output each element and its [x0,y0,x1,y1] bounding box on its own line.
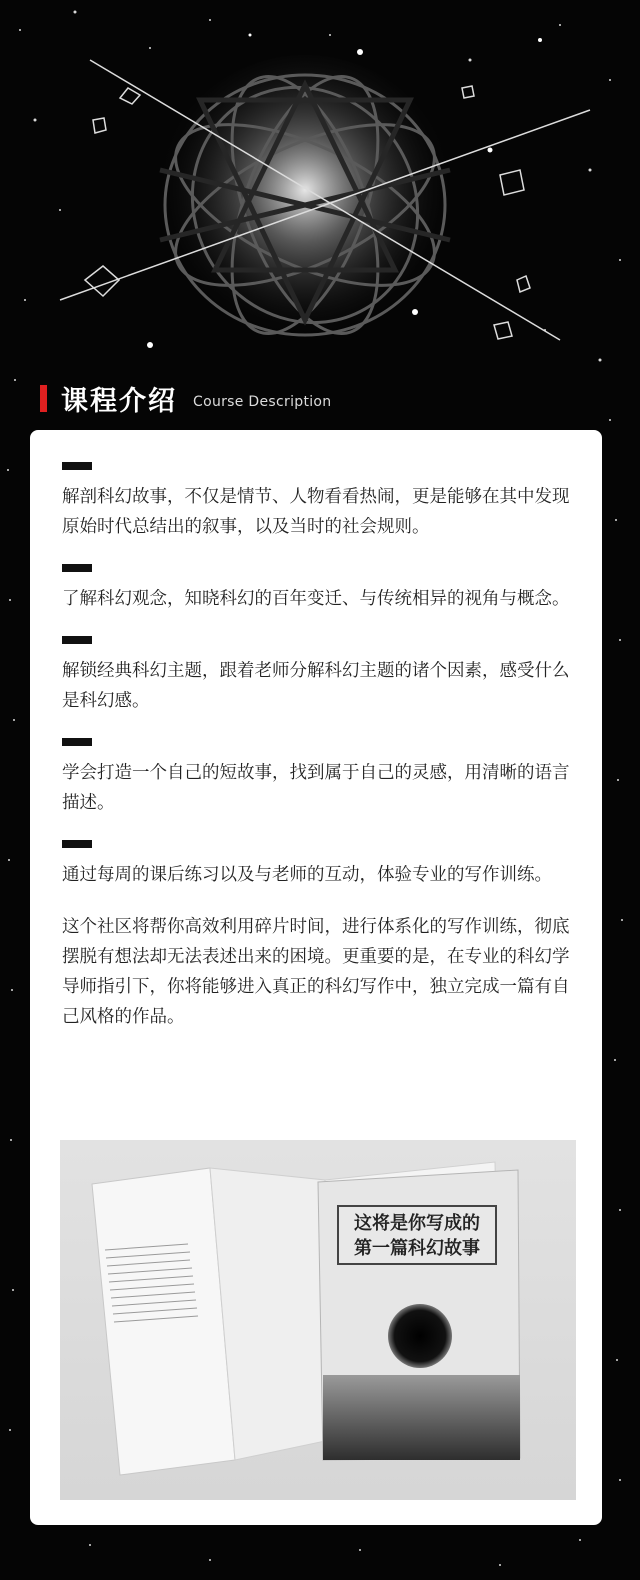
book-mockup-image [60,1140,576,1500]
red-bar-icon [40,385,47,412]
course-point-text: 学会打造一个自己的短故事，找到属于自己的灵感，用清晰的语言描述。 [62,763,570,813]
section-title: 课程介绍 [61,385,177,417]
section-subtitle: Course Description [193,394,332,410]
book-cover-line-2: 第一篇科幻故事 [354,1238,480,1259]
course-point-text: 了解科幻观念，知晓科幻的百年变迁、与传统相异的视角与概念。 [62,589,570,609]
black-bar-icon [62,462,92,470]
book-cover-title [337,1205,497,1265]
wireframe-sphere-illustration [0,0,640,380]
course-point [62,564,572,614]
black-bar-icon [62,738,92,746]
course-point [62,738,572,818]
course-point-text: 解剖科幻故事，不仅是情节、人物看看热闹，更是能够在其中发现原始时代总结出的叙事，以及当时的社会规则。 [62,487,570,537]
course-point-text: 通过每周的课后练习以及与老师的互动，体验专业的写作训练。 [62,865,552,885]
section-header [40,378,331,418]
black-bar-icon [62,636,92,644]
course-description-card [30,430,602,1525]
book-cover-line-1: 这将是你写成的 [354,1213,480,1234]
black-bar-icon [62,840,92,848]
black-bar-icon [62,564,92,572]
course-point [62,462,572,542]
course-point [62,840,572,890]
course-point [62,636,572,716]
course-summary: 这个社区将帮你高效利用碎片时间，进行体系化的写作训练，彻底摆脱有想法却无法表述出来的困境。更重要的是，在专业的科幻学导师指引下，你将能够进入真正的科幻写作中，独立完成一篇有自己风格的作品。 [62,917,570,1027]
course-point-text: 解锁经典科幻主题，跟着老师分解科幻主题的诸个因素，感受什么是科幻感。 [62,661,570,711]
